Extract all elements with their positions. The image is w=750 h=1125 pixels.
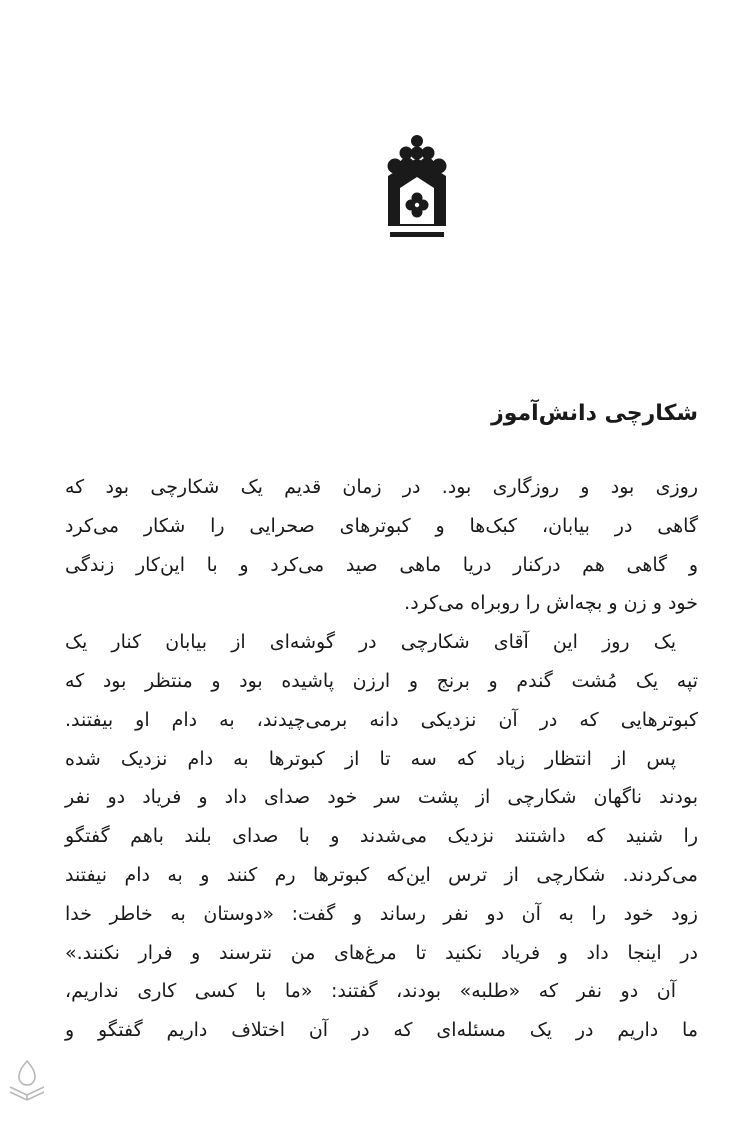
text-line: روزی بود و روزگاری بود. در زمان قدیم یک شکارچی بود که bbox=[65, 476, 698, 498]
text-line: در اینجا داد و فریاد نکنید تا مرغ‌های من نترسند و فرار نکنند.» bbox=[65, 941, 698, 964]
text-line: کبوترهایی که در آن نزدیکی دانه برمی‌چیدند، به دام او بیفتند. bbox=[65, 708, 698, 731]
text-line: و گاهی هم درکنار دریا ماهی صید می‌کرد و با این‌کار زندگی bbox=[65, 553, 698, 576]
text-line: یک روز این آقای شکارچی در گوشه‌ای از بیابان کنار یک bbox=[65, 631, 676, 654]
text-line: آن دو نفر که «طلبه» بودند، گفتند: «ما با کسی کاری نداریم، bbox=[65, 980, 676, 1003]
text-line: گاهی در بیابان، کبک‌ها و کبوترهای صحرایی را شکار می‌کرد bbox=[65, 514, 698, 537]
ornament-icon bbox=[386, 132, 448, 240]
text-line: تپه یک مُشت گندم و برنج و ارزن پاشیده بود و منتظر بود که bbox=[65, 669, 698, 692]
text-line: خود و زن و بچه‌اش را روبراه می‌کرد. bbox=[404, 592, 698, 615]
text-line: زود خود را به آن دو نفر رساند و گفت: «دوستان به خاطر خدا bbox=[65, 902, 698, 925]
story-title: شکارچی دانش‌آموز bbox=[491, 401, 698, 426]
story-body bbox=[65, 468, 698, 1050]
text-line: بودند ناگهان شکارچی از پشت سر خود صدای داد و فریاد دو نفر bbox=[65, 786, 698, 809]
text-line: می‌کردند. شکارچی از ترس این‌که کبوترها رم کنند و به دام نیفتند bbox=[65, 863, 698, 886]
text-line: ما داریم در یک مسئله‌ای که در آن اختلاف داریم گفتگو و bbox=[65, 1019, 698, 1042]
book-logo-icon bbox=[6, 1057, 48, 1103]
text-line: را شنید که داشتند نزدیک می‌شدند و با صدای بلند باهم گفتگو bbox=[65, 825, 698, 848]
text-line: پس از انتظار زیاد که سه تا از کبوترها به دام نزدیک شده bbox=[65, 747, 676, 770]
